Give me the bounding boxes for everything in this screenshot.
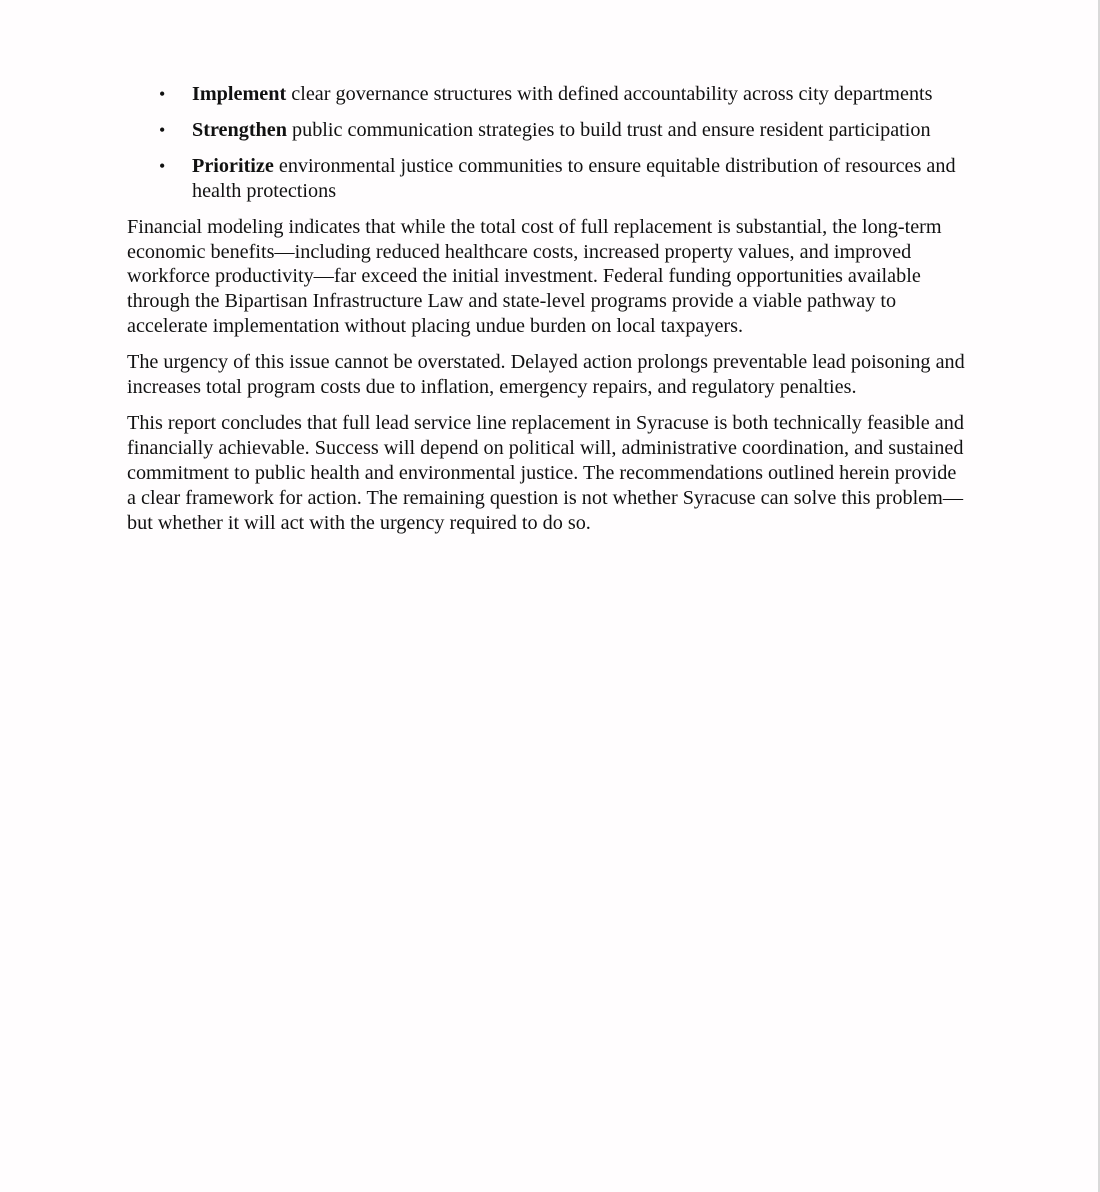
paragraph-conclusion: This report concludes that full lead service line replacement in Syracuse is both technically feasible and financially achievable. Success will depend on political will, administrative coordination, and sustained commitment to public health and environmental justice. The recommendations outlined herein provide a clear framework for action. The remaining question is not whether Syracuse can solve this problem—but whether it will act with the urgency required to do so. (127, 411, 964, 534)
paragraph-urgency: The urgency of this issue cannot be overstated. Delayed action prolongs preventable lead poisoning and increases total program costs due to inflation, emergency repairs, and regulatory penalties. (127, 351, 965, 399)
list-item-lead: Strengthen (192, 118, 287, 141)
bullet-icon: • (159, 84, 166, 104)
list-item (159, 118, 967, 143)
bullet-icon: • (159, 119, 166, 140)
paragraph-financial: Financial modeling indicates that while the total cost of full replacement is substantial, the long-term economic benefits—including reduced healthcare costs, increased property values, and improved workforce productivity—far exceed the initial investment. Federal funding opportunities available through the Bipartisan Infrastructure Law and state-level programs provide a viable pathway to accelerate implementation without placing undue burden on local taxpayers. (127, 215, 942, 338)
list-item-lead: Implement (192, 83, 287, 105)
list-item (159, 154, 967, 204)
list-item-text: environmental justice communities to ensure equitable distribution of resources and health protections (192, 154, 956, 202)
recommendation-list (127, 82, 967, 204)
list-item-text: clear governance structures with defined accountability across city departments (286, 83, 933, 105)
bullet-icon: • (159, 155, 166, 176)
list-item-lead: Prioritize (192, 154, 274, 177)
list-item-text: public communication strategies to build trust and ensure resident participation (286, 118, 931, 141)
document-body (127, 82, 967, 547)
list-item (159, 82, 967, 107)
